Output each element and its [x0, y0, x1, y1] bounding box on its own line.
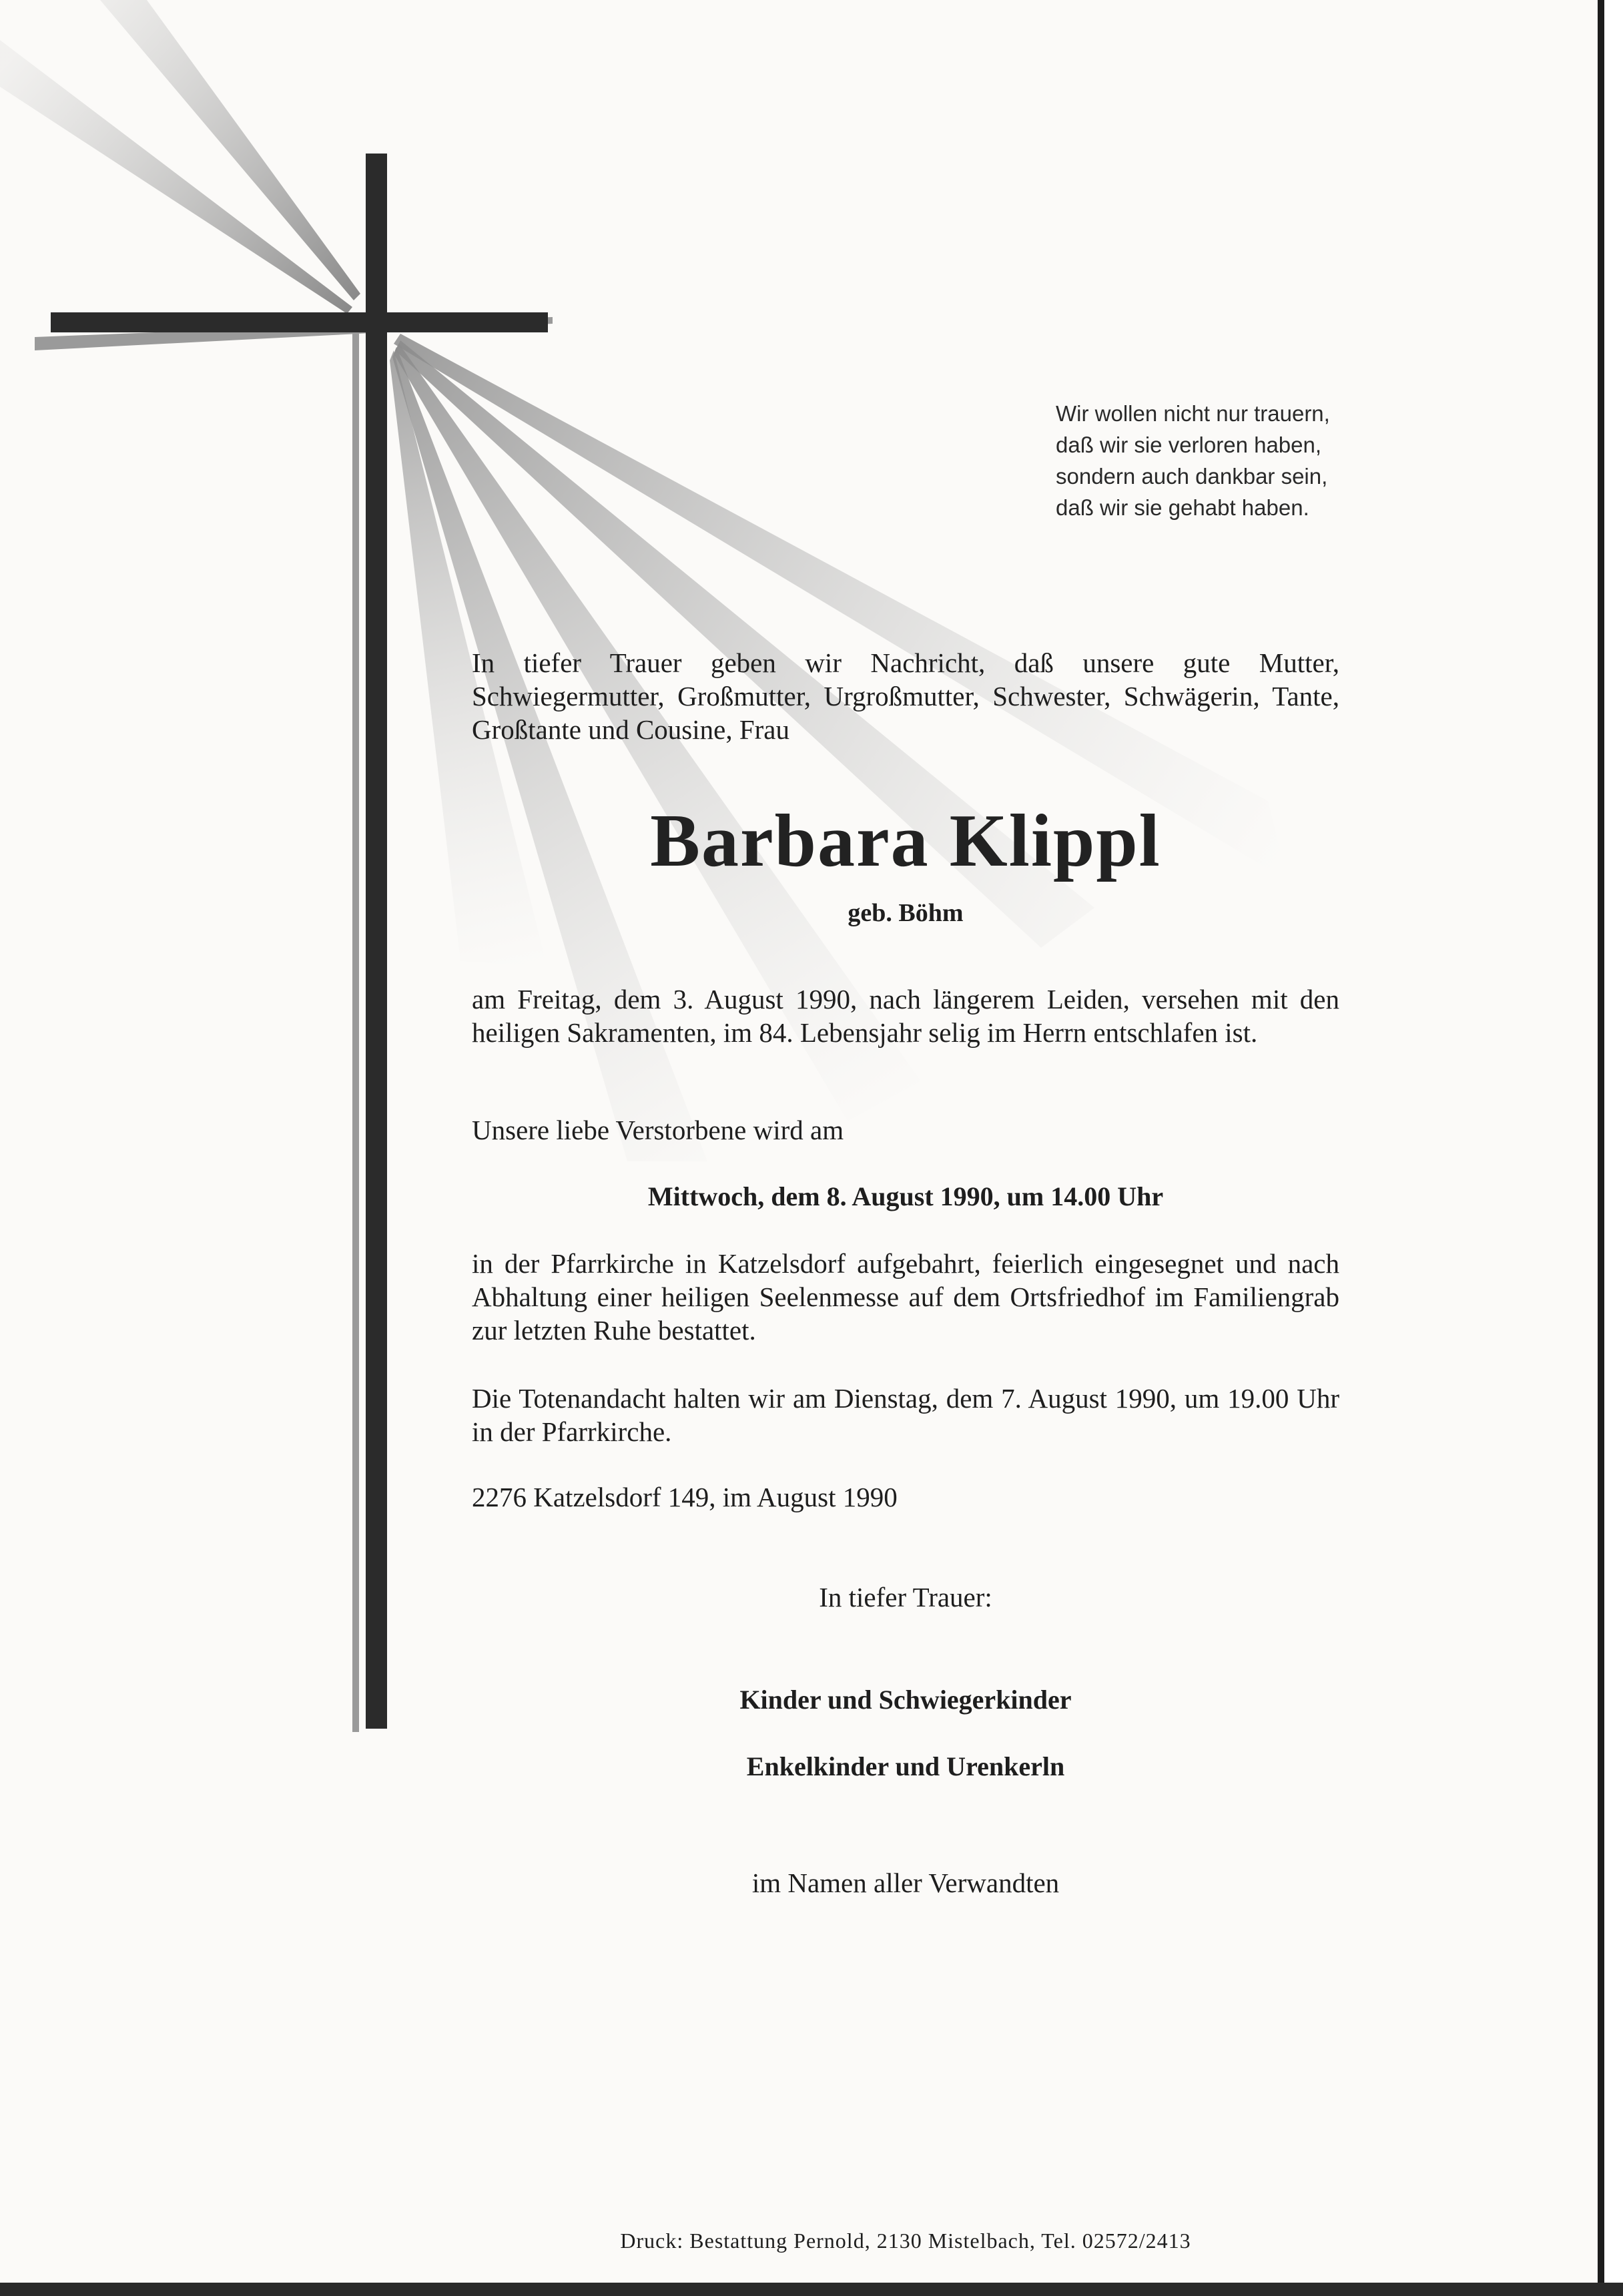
maiden-name: geb. Böhm: [848, 899, 964, 927]
mourning-heading: In tiefer Trauer:: [819, 1582, 992, 1613]
wake-paragraph: Die Totenandacht halten wir am Dienstag, dem 7. August 1990, um 19.00 Uhr in der Pfarrkirche.: [472, 1383, 1339, 1447]
page-edge-right: [1598, 0, 1604, 2296]
death-paragraph: am Freitag, dem 3. August 1990, nach längerem Leiden, versehen mit den heiligen Sakramenten, im 84. Lebensjahr selig im Herrn entschlafen ist.: [472, 984, 1339, 1048]
mourner-line: Enkelkinder und Urenkerln: [746, 1751, 1065, 1781]
motto-line: sondern auch dankbar sein,: [1056, 464, 1328, 489]
funeral-date: Mittwoch, dem 8. August 1990, um 14.00 Uhr: [647, 1181, 1164, 1211]
funeral-intro: Unsere liebe Verstorbene wird am: [472, 1115, 844, 1145]
motto-line: Wir wollen nicht nur trauern,: [1056, 401, 1330, 426]
motto-line: daß wir sie gehabt haben.: [1056, 495, 1309, 520]
relatives-line: im Namen aller Verwandten: [751, 1868, 1060, 1898]
mourner-line: Kinder und Schwiegerkinder: [739, 1685, 1072, 1715]
place-date: 2276 Katzelsdorf 149, im August 1990: [472, 1482, 898, 1512]
cross-vertical-beam: [366, 154, 387, 1729]
printer-credit: Druck: Bestattung Pernold, 2130 Mistelbach, Tel. 02572/2413: [620, 2229, 1191, 2253]
motto-line: daß wir sie verloren haben,: [1056, 433, 1322, 457]
funeral-paragraph: in der Pfarrkirche in Katzelsdorf aufgebahrt, feierlich eingesegnet und nach Abhaltung einer heiligen Seelenmesse auf dem Ortsfriedhof im Familiengrab zur letzten Ruhe bestattet.: [472, 1248, 1339, 1346]
page-edge-bottom: [0, 2283, 1623, 2296]
page-margin: [1604, 0, 1623, 2283]
cross-horizontal-beam: [51, 312, 548, 332]
motto-quote: [1056, 398, 1336, 523]
deceased-name: Barbara Klippl: [650, 800, 1161, 882]
intro-paragraph: In tiefer Trauer geben wir Nachricht, daß unsere gute Mutter, Schwiegermutter, Großmutter, Urgroßmutter, Schwester, Schwägerin, Tante, Großtante und Cousine, Frau: [472, 647, 1339, 745]
